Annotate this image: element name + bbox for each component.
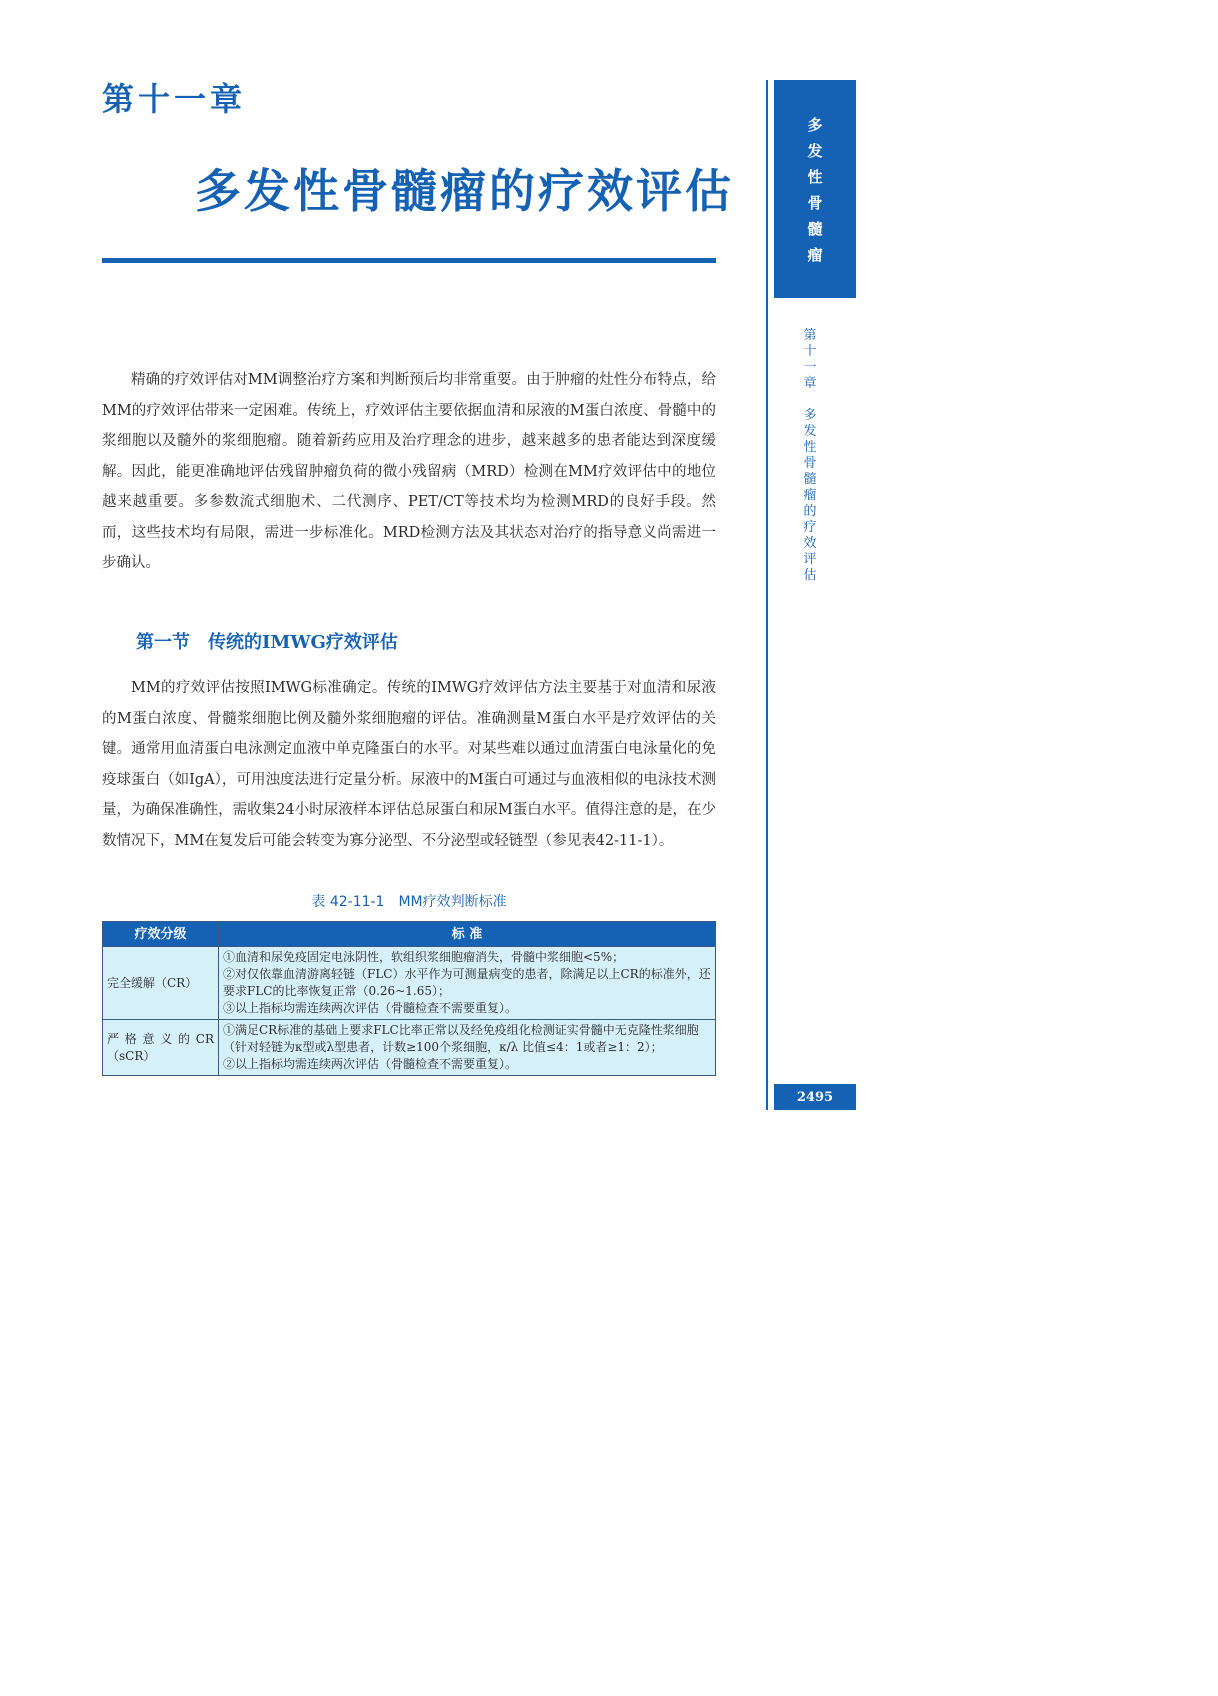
body-paragraph: 精确的疗效评估对MM调整治疗方案和判断预后均非常重要。由于肿瘤的灶性分布特点，给MM的疗效评估带来一定困难。传统上，疗效评估主要依据血清和尿液的M蛋白浓度、骨髓中的浆细胞以及髓外的浆细胞瘤。随着新药应用及治疗理念的进步，越来越多的患者能达到深度缓解。因此，能更准确地评估残留肿瘤负荷的微小残留病（MRD）检测在MM疗效评估中的地位越来越重要。多参数流式细胞术、二代测序、PET/CT等技术均为检测MRD的良好手段。然而，这些技术均有局限，需进一步标准化。MRD检测方法及其状态对治疗的指导意义尚需进一步确认。 xyxy=(102,372,716,571)
section-heading: 第一节 传统的IMWG疗效评估 xyxy=(136,632,398,653)
chapter-title: 多发性骨髓瘤的疗效评估 xyxy=(195,164,734,218)
criteria-line: ①血清和尿免疫固定电泳阴性，软组织浆细胞瘤消失，骨髓中浆细胞<5%； xyxy=(223,950,625,964)
side-running-header xyxy=(798,328,822,584)
criteria-cell xyxy=(219,947,716,1020)
running-title-char: 性 xyxy=(803,440,817,455)
chapter-number: 第十一章 xyxy=(102,80,247,118)
side-tab-char: 骨 xyxy=(807,194,823,212)
side-vertical-rule xyxy=(766,80,768,1110)
side-tab-char: 性 xyxy=(807,168,823,186)
side-thumb-tab xyxy=(774,80,856,298)
running-title-char: 多 xyxy=(803,408,817,423)
grade-cell: 完全缓解（CR） xyxy=(103,947,219,1020)
criteria-line: ①满足CR标准的基础上要求FLC比率正常以及经免疫组化检测证实骨髓中无克隆性浆细胞（针对轻链为κ型或λ型患者，计数≥100个浆细胞，κ/λ 比值≤4：1或者≥1：2）； xyxy=(223,1023,699,1054)
body-paragraph: MM的疗效评估按照IMWG标准确定。传统的IMWG疗效评估方法主要基于对血清和尿液的M蛋白浓度、骨髓浆细胞比例及髓外浆细胞瘤的评估。准确测量M蛋白水平是疗效评估的关键。通常用血清蛋白电泳测定血液中单克隆蛋白的水平。对某些难以通过血清蛋白电泳量化的免疫球蛋白（如IgA），可用浊度法进行定量分析。尿液中的M蛋白可通过与血液相似的电泳技术测量，为确保准确性，需收集24小时尿液样本评估总尿蛋白和尿M蛋白水平。值得注意的是，在少数情况下，MM在复发后可能会转变为寡分泌型、不分泌型或轻链型（参见表42-11-1）。 xyxy=(102,680,716,849)
table-row xyxy=(103,1020,716,1076)
running-title-char: 疗 xyxy=(803,520,817,535)
side-tab-char: 瘤 xyxy=(807,246,823,264)
header-criteria: 标 准 xyxy=(219,922,716,947)
running-title-char: 发 xyxy=(803,424,817,439)
table-header-row xyxy=(103,922,716,947)
table-caption: 表 42-11-1 MM疗效判断标准 xyxy=(311,894,507,910)
running-title-char: 瘤 xyxy=(803,488,817,503)
running-title-char: 评 xyxy=(803,552,817,567)
running-title-char: 效 xyxy=(803,536,817,551)
running-chapter-char: 章 xyxy=(803,376,817,391)
running-title-char: 髓 xyxy=(803,472,817,487)
criteria-line: ②对仅依靠血清游离轻链（FLC）水平作为可测量病变的患者，除满足以上CR的标准外，还要求FLC的比率恢复正常（0.26~1.65）； xyxy=(223,967,711,998)
running-title-char: 估 xyxy=(803,568,817,583)
grade-cell: 严格意义的CR（sCR） xyxy=(103,1020,219,1076)
criteria-line: ②以上指标均需连续两次评估（骨髓检查不需要重复）。 xyxy=(223,1057,518,1071)
running-title-char: 骨 xyxy=(803,456,817,471)
criteria-line: ③以上指标均需连续两次评估（骨髓检查不需要重复）。 xyxy=(223,1001,518,1015)
side-tab-char: 多 xyxy=(807,116,823,134)
page-number: 2495 xyxy=(774,1084,856,1110)
running-chapter-char: 第 xyxy=(803,328,817,343)
side-tab-char: 发 xyxy=(807,142,823,160)
criteria-cell xyxy=(219,1020,716,1076)
side-tab-char: 髓 xyxy=(807,220,823,238)
running-chapter-char: 一 xyxy=(803,360,817,375)
running-title-char: 的 xyxy=(803,504,817,519)
table-row xyxy=(103,947,716,1020)
criteria-table xyxy=(102,921,716,1076)
running-chapter-char: 十 xyxy=(803,344,817,359)
title-rule xyxy=(102,258,716,263)
header-grade: 疗效分级 xyxy=(103,922,219,947)
